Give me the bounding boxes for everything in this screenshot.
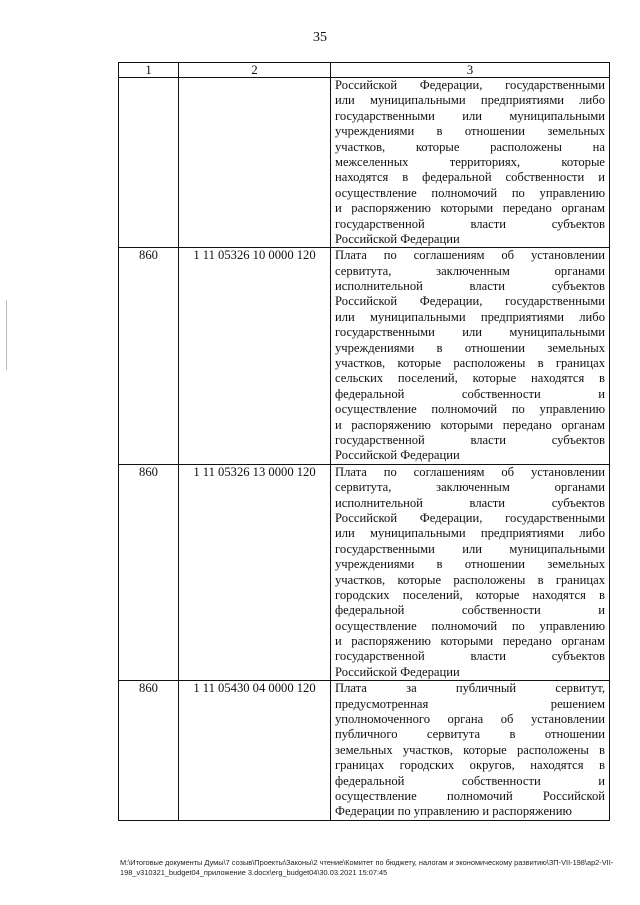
description-line: сервитута, заключенным органами [335,480,605,495]
description-line: осуществление полномочий по управлению [335,402,605,417]
table-header-row [119,63,610,78]
admin-code-cell: 860 [119,464,179,680]
description-line: сельских поселений, которые находятся в [335,371,605,386]
description-line: осуществление полномочий по управлению [335,185,605,200]
description-line: или муниципальными предприятиями либо [335,309,605,324]
description-line: исполнительной власти субъектов [335,495,605,510]
description-line: предусмотренная решением [335,696,605,711]
description-line: публичного сервитута в отношении [335,727,605,742]
budget-code-cell [179,78,331,248]
description-line: осуществление полномочий Российской [335,788,605,803]
description-line: учреждениями в отношении земельных [335,340,605,355]
description-line: государственной власти субъектов [335,432,605,447]
scan-margin-mark [6,300,7,370]
description-line: Плата по соглашениям об установлении [335,464,605,479]
description-line: и распоряжению которыми передано органам [335,201,605,216]
description-line: Российской Федерации [335,448,460,463]
footer-line-1: M:\Итоговые документы Думы\7 созыв\Проекты\Законы\2 чтение\Комитет по бюджету, налогам и экономическому развитию\ЗП-VII-198\ар2-VII- [120,858,614,867]
description-line: и распоряжению которыми передано органам [335,634,605,649]
description-line: Российской Федерации, государственными [335,294,605,309]
description-line: сервитута, заключенным органами [335,263,605,278]
description-line: федеральной собственности и [335,603,605,618]
description-line: межселенных территориях, которые [335,154,605,169]
description-line: государственной власти субъектов [335,649,605,664]
table-row [119,464,610,680]
description-line: или муниципальными предприятиями либо [335,93,605,108]
description-line: земельных участков, которые расположены в [335,742,605,757]
description-line: учреждениями в отношении земельных [335,557,605,572]
admin-code-cell: 860 [119,681,179,821]
revenue-codes-table [118,62,610,821]
budget-code-cell: 1 11 05430 04 0000 120 [179,681,331,821]
description-line: находятся в федеральной собственности и [335,170,605,185]
table-row [119,78,610,248]
description-line: государственными или муниципальными [335,541,605,556]
revenue-description-cell [331,681,610,821]
description-line: участков, которые расположены в границах [335,356,605,371]
description-line: государственными или муниципальными [335,325,605,340]
column-header-2: 2 [179,63,331,78]
description-line: федеральной собственности и [335,386,605,401]
description-line: исполнительной власти субъектов [335,279,605,294]
admin-code-cell [119,78,179,248]
table-row [119,248,610,464]
revenue-description-cell [331,78,610,248]
table-row [119,681,610,821]
description-line: учреждениями в отношении земельных [335,124,605,139]
description-line: границах городских округов, находятся в [335,758,605,773]
description-line: и распоряжению которыми передано органам [335,417,605,432]
column-header-1: 1 [119,63,179,78]
description-line: Российской Федерации, государственными [335,78,605,92]
revenue-description-cell [331,464,610,680]
file-path-footer [120,858,620,878]
revenue-description-cell [331,248,610,464]
budget-code-cell: 1 11 05326 10 0000 120 [179,248,331,464]
footer-line-2: 198_v310321_budget04_приложение 3.docx\erg_budget04\30.03.2021 15:07:45 [120,868,388,877]
description-line: Российской Федерации [335,664,460,679]
description-line: государственными или муниципальными [335,108,605,123]
description-line: осуществление полномочий по управлению [335,618,605,633]
page-number: 35 [313,30,327,45]
budget-code-cell: 1 11 05326 13 0000 120 [179,464,331,680]
description-line: федеральной собственности и [335,773,605,788]
description-line: Федерации по управлению и распоряжению [335,804,572,819]
description-line: уполномоченного органа об установлении [335,712,605,727]
description-line: Российской Федерации [335,231,460,246]
description-line: или муниципальными предприятиями либо [335,526,605,541]
description-line: государственной власти субъектов [335,216,605,231]
description-line: Плата за публичный сервитут, [335,681,605,696]
description-line: участков, которые расположены в границах [335,572,605,587]
description-line: городских поселений, которые находятся в [335,587,605,602]
column-header-3: 3 [331,63,610,78]
description-line: участков, которые расположены на [335,139,605,154]
admin-code-cell: 860 [119,248,179,464]
description-line: Российской Федерации, государственными [335,510,605,525]
description-line: Плата по соглашениям об установлении [335,248,605,263]
